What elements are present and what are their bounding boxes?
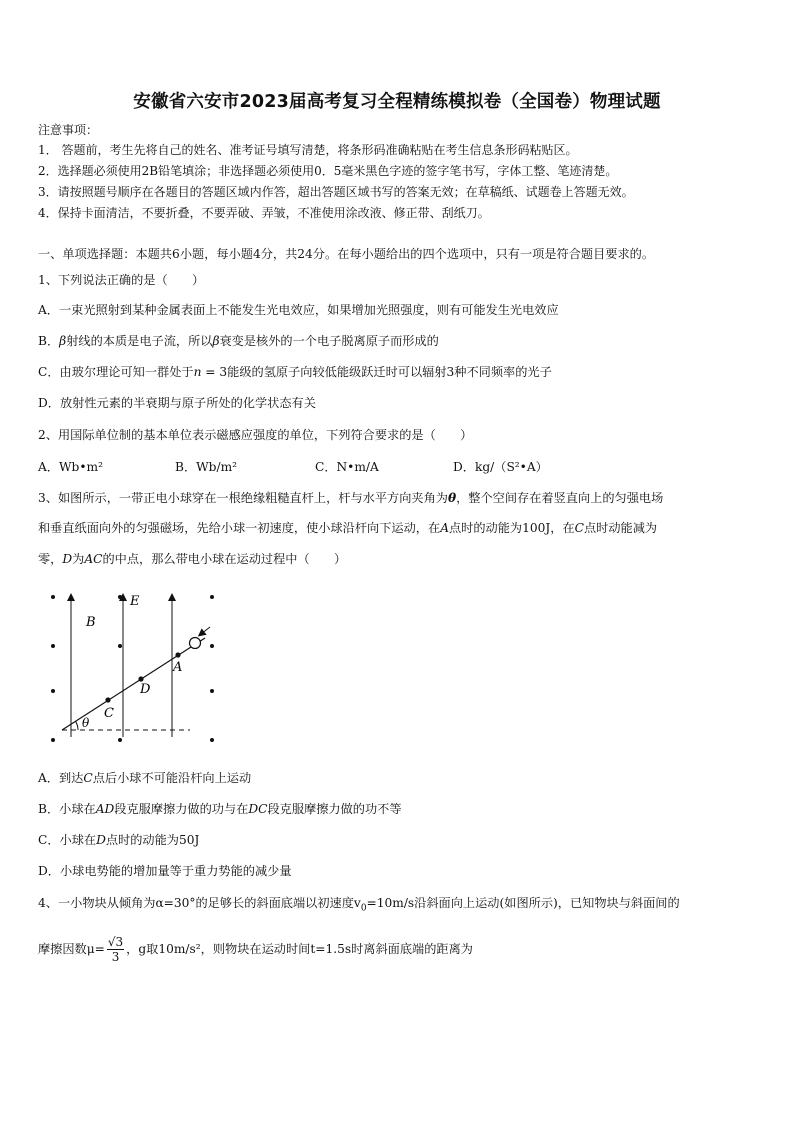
beta-symbol: β xyxy=(212,334,220,348)
q4-l2-pre: 摩擦因数μ= xyxy=(38,942,105,956)
q3-b-post: 段克服摩擦力做的功不等 xyxy=(267,802,402,816)
q3-l3-pre: 零， xyxy=(38,552,63,566)
notice-item: 2．选择题必须使用2B铅笔填涂；非选择题必须使用0．5毫米黑色字迹的签字笔书写，字体工整、笔迹清楚。 xyxy=(38,164,618,178)
label-theta: θ xyxy=(82,716,90,730)
point-d-dot xyxy=(138,676,143,681)
fraction-denominator: 3 xyxy=(111,950,120,964)
q1-c-pre: C．由玻尔理论可知一群处于 xyxy=(38,365,194,379)
label-d: D xyxy=(140,682,151,697)
point-d: D xyxy=(62,552,73,566)
q2-option-c: C．N•m/A xyxy=(315,460,379,474)
q3-a-var: C xyxy=(83,771,93,785)
notice-item: 3．请按照题号顺序在各题目的答题区域内作答，超出答题区域书写的答案无效；在草稿纸、试题卷上答题无效。 xyxy=(38,185,634,199)
q4-stem-line1 xyxy=(38,895,680,916)
point-c: C xyxy=(574,521,584,535)
q3-stem-line1 xyxy=(38,490,663,506)
q1-option-b xyxy=(38,333,439,349)
q3-l1-post: ，整个空间存在着竖直向上的匀强电场 xyxy=(456,491,664,505)
q2-option-d: D．kg/（S²•A） xyxy=(453,460,548,474)
q1-b-post: 衰变是核外的一个电子脱离原子而形成的 xyxy=(219,334,439,348)
q3-stem-line2 xyxy=(38,520,657,536)
beta-symbol: β xyxy=(59,334,67,348)
q3-l2-post: 点时动能减为 xyxy=(583,521,658,535)
q1-b-pre: B． xyxy=(38,334,60,348)
fraction-numerator: √3 xyxy=(107,935,124,949)
q1-option-a: A．一束光照射到某种金属表面上不能发生光电效应，如果增加光照强度，则有可能发生光电效应 xyxy=(38,303,559,317)
q3-c-pre: C．小球在 xyxy=(38,833,97,847)
q3-l2-mid: 点时的动能为100J，在 xyxy=(449,521,575,535)
q4-sub: 0 xyxy=(360,903,367,914)
q3-b-var1: AD xyxy=(95,802,115,816)
q1-option-c xyxy=(38,364,552,380)
magnetic-field-dots xyxy=(51,595,214,742)
label-e: E xyxy=(130,594,140,609)
q4-l1-pre: 4、一小物块从倾角为α=30°的足够长的斜面底端以初速度v xyxy=(38,896,361,910)
notice-item: 4．保持卡面清洁，不要折叠，不要弄破、弄皱，不准使用涂改液、修正带、刮纸刀。 xyxy=(38,206,490,220)
q3-a-pre: A．到达 xyxy=(38,771,84,785)
angle-arc xyxy=(76,721,79,730)
charged-ball xyxy=(190,638,201,649)
mu-fraction xyxy=(107,935,124,964)
q3-l3-mid: 为 xyxy=(72,552,85,566)
n-variable: n xyxy=(193,365,202,379)
q3-b-var2: DC xyxy=(248,802,268,816)
q2-option-a: A．Wb•m² xyxy=(38,460,103,474)
q2-option-b: B．Wb/m² xyxy=(175,460,238,474)
label-c: C xyxy=(104,706,114,721)
point-a-dot xyxy=(175,652,180,657)
q3-l1-pre: 3、如图所示，一带正电小球穿在一根绝缘粗糙直杆上，杆与水平方向夹角为 xyxy=(38,491,448,505)
point-c-dot xyxy=(105,697,110,702)
q3-option-b xyxy=(38,801,402,817)
label-a: A xyxy=(173,660,183,675)
velocity-arrow xyxy=(201,627,210,634)
page-title: 安徽省六安市2023届高考复习全程精练模拟卷（全国卷）物理试题 xyxy=(133,92,661,112)
q1-b-mid: 射线的本质是电子流，所以 xyxy=(66,334,213,348)
q3-c-post: 点时的动能为50J xyxy=(105,833,200,847)
q4-stem-line2 xyxy=(38,934,473,964)
q3-l2-pre: 和垂直纸面向外的匀强磁场，先给小球一初速度，使小球沿杆向下运动，在 xyxy=(38,521,441,535)
theta-symbol: θ xyxy=(447,491,457,505)
q2-stem: 2、用国际单位制的基本单位表示磁感应强度的单位，下列符合要求的是（ ） xyxy=(38,428,473,442)
q1-c-post: 能级的氢原子向较低能级跃迁时可以辐射3种不同频率的光子 xyxy=(227,365,552,379)
section-heading: 一、单项选择题：本题共6小题，每小题4分，共24分。在每小题给出的四个选项中，只有一项是符合题目要求的。 xyxy=(38,247,655,261)
q3-figure xyxy=(40,585,230,755)
label-b: B xyxy=(86,615,96,630)
q1-c-eq: = 3 xyxy=(201,365,228,379)
q4-l2-post: ，g取10m/s²，则物块在运动时间t=1.5s时离斜面底端的距离为 xyxy=(126,942,473,956)
q1-stem: 1、下列说法正确的是（ ） xyxy=(38,273,205,287)
q3-b-pre: B．小球在 xyxy=(38,802,96,816)
q3-b-mid: 段克服摩擦力做的功与在 xyxy=(114,802,249,816)
notice-heading: 注意事项： xyxy=(38,123,99,137)
q3-l3-post: 的中点，那么带电小球在运动过程中（ ） xyxy=(102,552,347,566)
q3-option-a xyxy=(38,770,251,786)
q1-option-d: D．放射性元素的半衰期与原子所处的化学状态有关 xyxy=(38,396,316,410)
point-a: A xyxy=(440,521,449,535)
segment-ac: AC xyxy=(84,552,103,566)
q3-option-d: D．小球电势能的增加量等于重力势能的减少量 xyxy=(38,864,292,878)
q3-c-var: D xyxy=(96,833,106,847)
notice-item: 1． 答题前，考生先将自己的姓名、准考证号填写清楚，将条形码准确粘贴在考生信息条形码粘贴区。 xyxy=(38,143,578,157)
q4-l1-post: =10m/s沿斜面向上运动(如图所示)，已知物块与斜面间的 xyxy=(366,896,680,910)
q3-a-post: 点后小球不可能沿杆向上运动 xyxy=(92,771,252,785)
q3-option-c xyxy=(38,832,199,848)
q3-stem-line3 xyxy=(38,551,346,567)
